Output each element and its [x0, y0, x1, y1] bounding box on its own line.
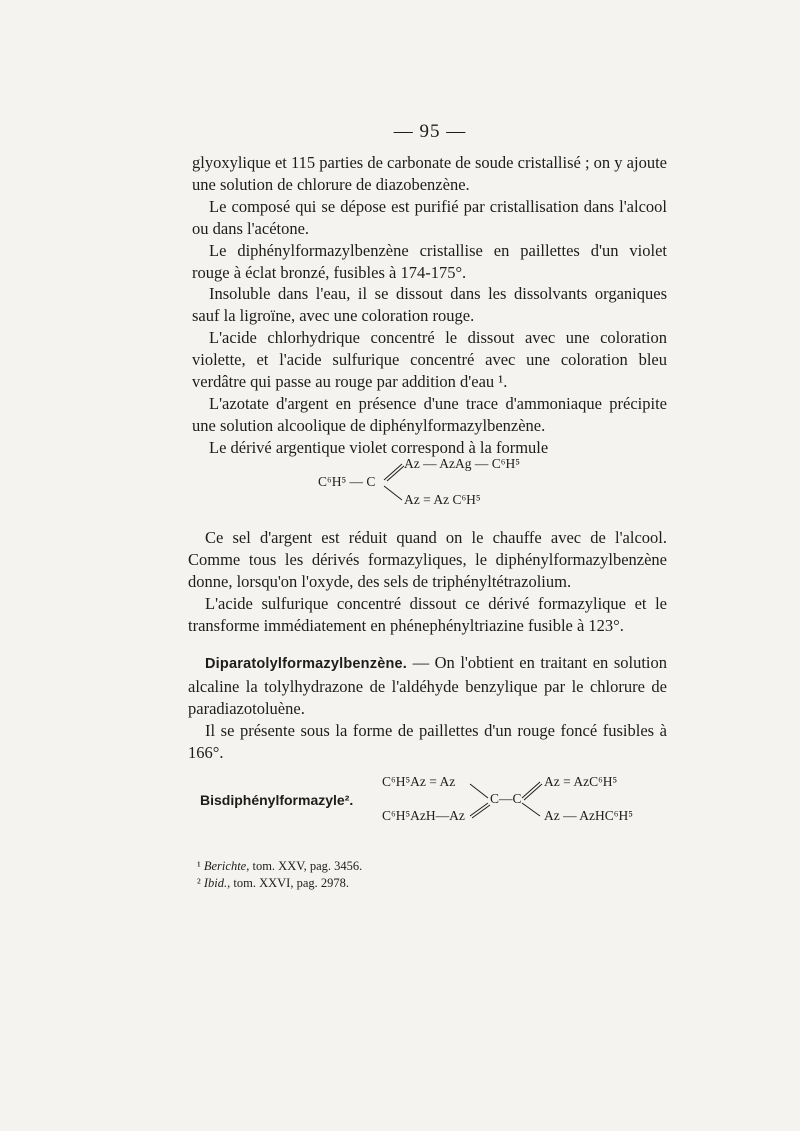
bisdiphenylformazyl-formula — [200, 770, 670, 830]
footnotes — [197, 858, 362, 892]
paragraph: Insoluble dans l'eau, il se dissout dans les dissolvants organiques sauf la ligroïne, avec une coloration rouge. — [192, 284, 667, 326]
paragraph: Le dérivé argentique violet correspond à la formule — [209, 437, 549, 457]
formula-label: Bisdiphénylformazyle². — [200, 792, 354, 808]
text-block-top — [192, 152, 667, 459]
formula-left-top: C⁶H⁵Az = Az — [382, 774, 456, 789]
paragraph: L'acide chlorhydrique concentré le dissout avec une coloration violette, et l'acide sulfurique concentré avec une coloration bleu verdâtre qui passe au rouge par addition d'eau ¹. — [192, 328, 667, 392]
paragraph: Le composé qui se dépose est purifié par cristallisation dans l'alcool ou dans l'acétone. — [192, 196, 667, 238]
paragraph: Le diphénylformazylbenzène cristallise en paillettes d'un violet rouge à éclat bronzé, fusibles à 174-175°. — [192, 240, 667, 282]
paragraph: Ce sel d'argent est réduit quand on le chauffe avec de l'alcool. Comme tous les dérivés formazyliques, le diphénylformazylbenzène donne, lorsqu'on l'oxyde, des sels de triphényltétrazolium. — [188, 528, 667, 591]
footnote-mark: ² — [197, 876, 201, 890]
footnote-source: Berichte — [203, 859, 247, 873]
text-block-middle — [188, 527, 667, 637]
formula-left: C⁶H⁵ — C — [318, 474, 376, 489]
footnote-source: Ibid. — [203, 876, 228, 890]
formula-bottom-branch: Az = Az C⁶H⁵ — [404, 492, 481, 507]
bond-lines — [200, 770, 670, 830]
footnote-mark: ¹ — [197, 859, 201, 873]
paragraph: glyoxylique et 115 parties de carbonate de soude cristallisé ; on y ajoute une solution de chlorure de diazobenzène. — [192, 153, 667, 194]
paragraph: Il se présente sous la forme de paillettes d'un rouge foncé fusibles à 166°. — [188, 720, 667, 762]
section-heading: Diparatolylformazylbenzène. — [205, 656, 408, 672]
page-number: — 95 — — [393, 121, 467, 142]
footnote — [197, 858, 362, 875]
silver-derivative-formula — [318, 456, 578, 512]
paragraph: L'acide sulfurique concentré dissout ce dérivé formazylique et le transforme immédiatement en phénephényltriazine fusible à 123°. — [188, 593, 667, 635]
paragraph: L'azotate d'argent en présence d'une trace d'ammoniaque précipite une solution alcoolique de diphénylformazylbenzène. — [192, 393, 667, 435]
formula-top-branch: Az — AzAg — C⁶H⁵ — [404, 456, 520, 471]
section-diparatolyl — [188, 652, 667, 764]
formula-left-bottom: C⁶H⁵AzH—Az — [382, 808, 465, 823]
formula-right-bottom: Az — AzHC⁶H⁵ — [544, 808, 633, 823]
bond-lines — [318, 456, 578, 512]
formula-right-top: Az = AzC⁶H⁵ — [544, 774, 618, 789]
section-text: — On l'obtient en traitant en solution alcaline la tolylhydrazone de l'aldéhyde benzylique par le chlorure de paradiazotoluène. — [188, 653, 667, 718]
formula-center: C—C — [490, 791, 522, 806]
footnote-ref: , tom. XXV, pag. 3456. — [246, 859, 363, 873]
footnote — [197, 875, 362, 892]
footnote-ref: , tom. XXVI, pag. 2978. — [227, 876, 350, 890]
